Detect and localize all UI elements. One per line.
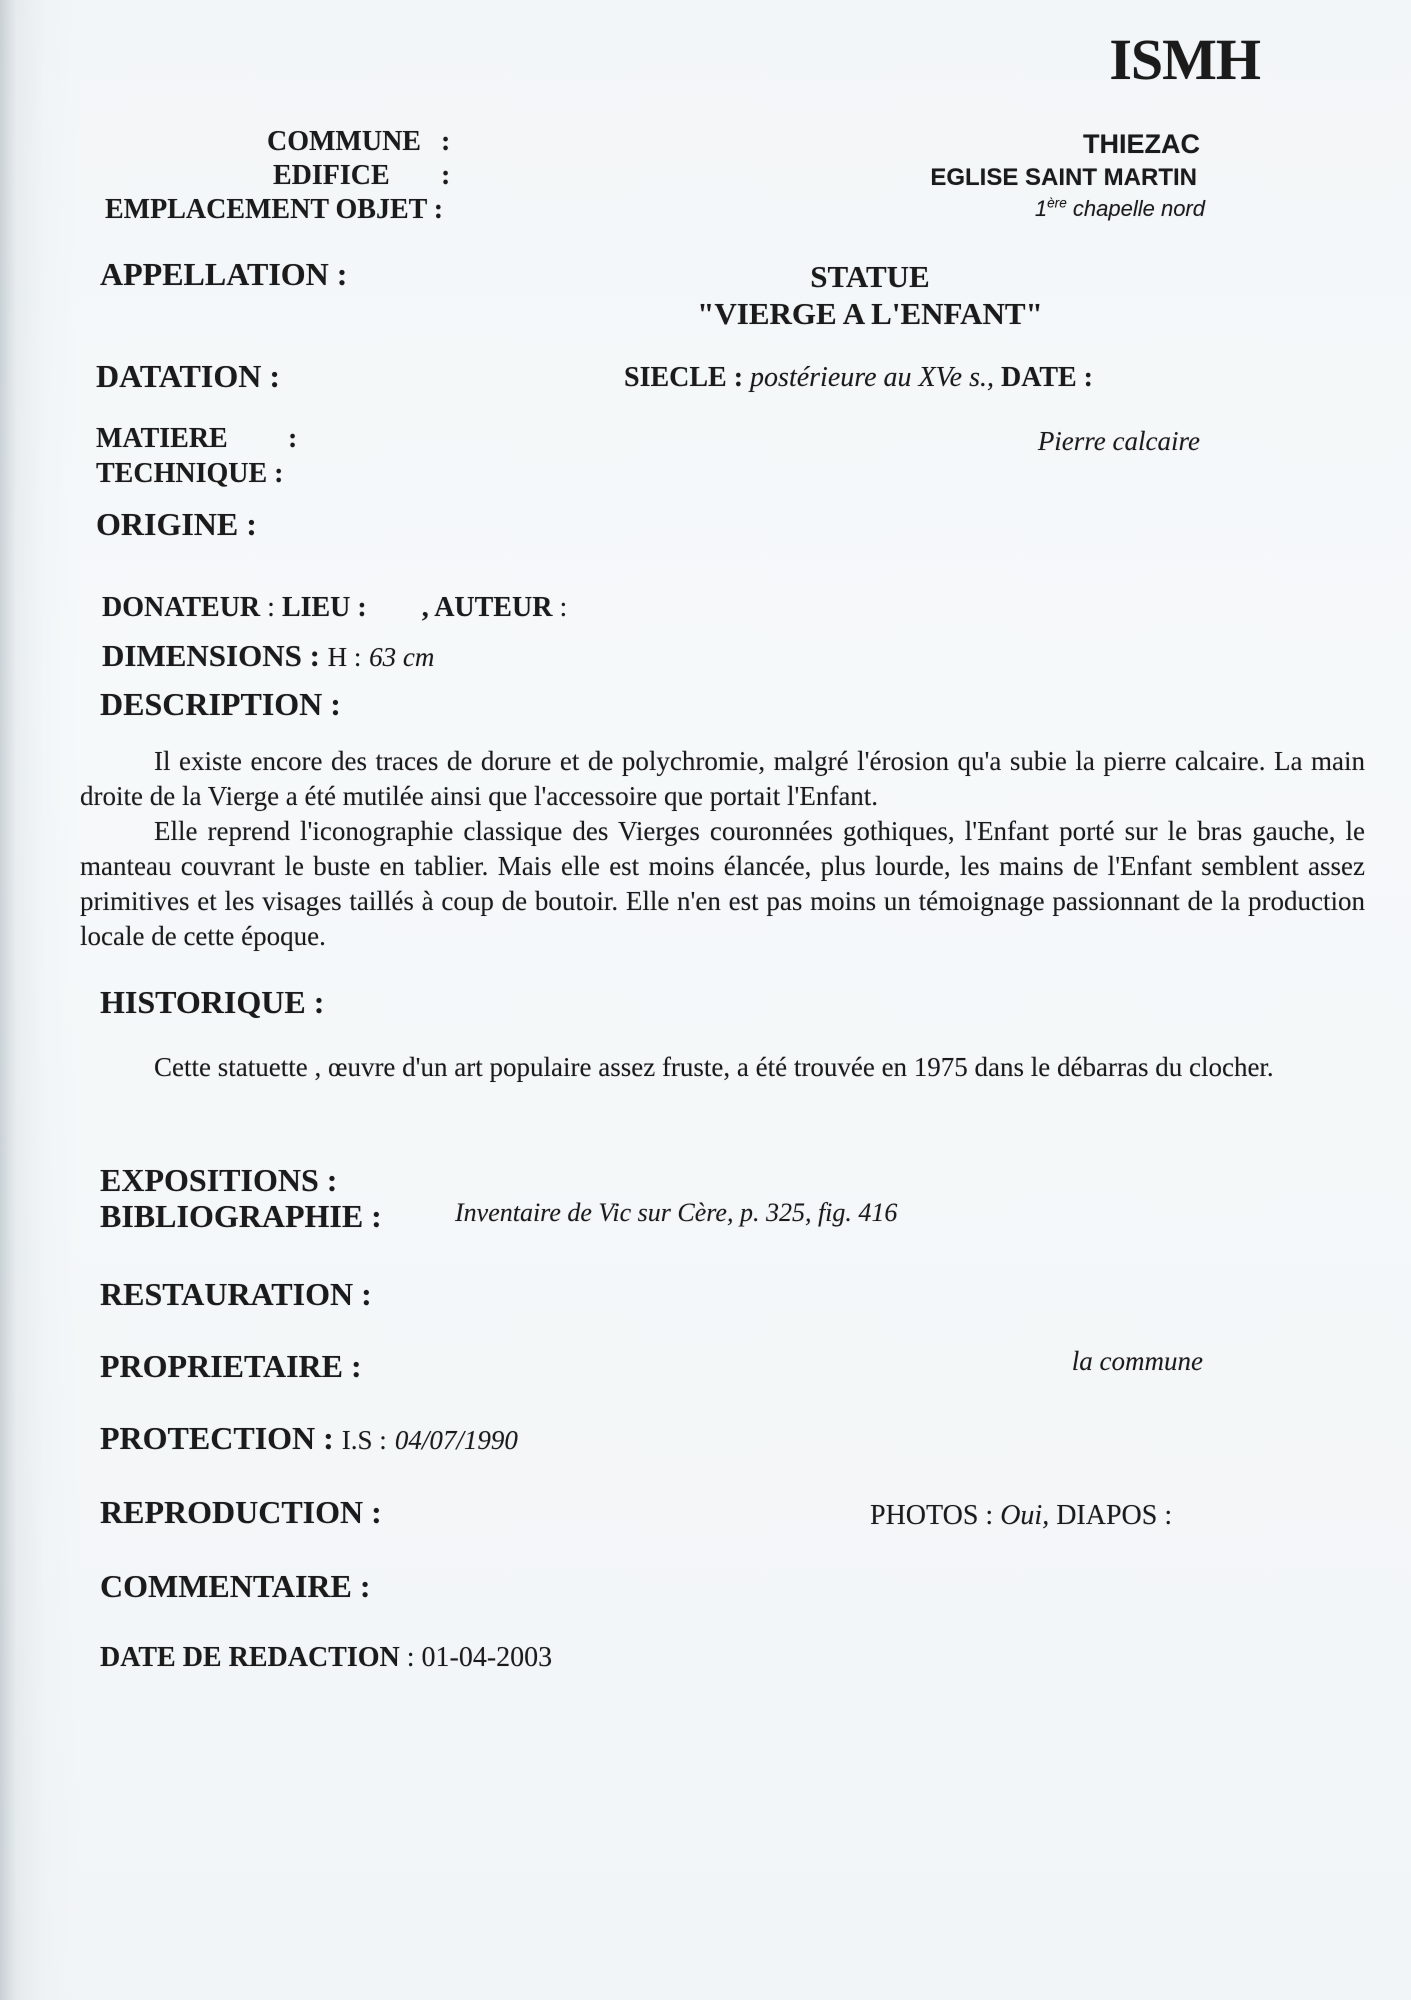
- bibliographie-value: Inventaire de Vic sur Cère, p. 325, fig. 416: [455, 1198, 898, 1227]
- height-label: H :: [327, 642, 362, 672]
- proprietaire-value: la commune: [1071, 1346, 1203, 1376]
- diapos-label: DIAPOS :: [1056, 1500, 1173, 1531]
- edifice-label: EDIFICE: [273, 160, 390, 191]
- ismh-logo: ISMH: [1109, 27, 1260, 92]
- description-label: DESCRIPTION :: [100, 686, 341, 722]
- protection-line: [100, 1420, 518, 1457]
- commune-value: THIEZAC: [1083, 129, 1200, 159]
- technique-label: TECHNIQUE :: [96, 458, 284, 489]
- historique-text: [80, 1050, 1365, 1085]
- emplacement-sup: ère: [1047, 195, 1067, 211]
- expositions-label: EXPOSITIONS :: [100, 1162, 338, 1198]
- auteur-colon: :: [559, 592, 568, 623]
- reproduction-label: REPRODUCTION :: [100, 1494, 382, 1530]
- date-label: DATE :: [1000, 362, 1094, 393]
- commentaire-label: COMMENTAIRE :: [100, 1568, 371, 1604]
- height-value: 63 cm: [369, 642, 435, 672]
- description-text: [80, 744, 1365, 954]
- origine-label: ORIGINE :: [96, 506, 257, 542]
- commune-colon: :: [441, 126, 451, 157]
- matiere-colon: :: [288, 423, 298, 454]
- redaction-label: DATE DE REDACTION: [100, 1642, 400, 1673]
- historique-label: HISTORIQUE :: [100, 984, 325, 1020]
- historique-paragraph: Cette statuette , œuvre d'un art populaire assez fruste, a été trouvée en 1975 dans le débarras du clocher.: [154, 1052, 1274, 1082]
- description-paragraph-1: Il existe encore des traces de dorure et de polychromie, malgré l'érosion qu'a subie la pierre calcaire. La main droite de la Vierge a été mutilée ainsi que l'accessoire que portait l'Enfant.: [80, 746, 1365, 811]
- redaction-value: : 01-04-2003: [406, 1642, 553, 1673]
- dimensions-line: [102, 638, 434, 674]
- donateur-colon: :: [267, 592, 275, 623]
- edifice-value: EGLISE SAINT MARTIN: [930, 164, 1197, 191]
- matiere-label: MATIERE: [96, 423, 228, 454]
- siecle-value: postérieure au XVe s.,: [750, 362, 994, 393]
- emplacement-rest: chapelle nord: [1066, 196, 1205, 221]
- photos-value: Oui,: [1000, 1500, 1050, 1531]
- matiere-value: Pierre calcaire: [1037, 426, 1200, 456]
- protection-label: PROTECTION :: [100, 1420, 334, 1456]
- emplacement-objet-label: EMPLACEMENT OBJET :: [105, 194, 444, 225]
- protection-is-value: 04/07/1990: [394, 1425, 518, 1455]
- photos-label: PHOTOS :: [870, 1500, 994, 1531]
- lieu-label: LIEU :: [281, 592, 367, 623]
- commune-label: COMMUNE: [267, 126, 421, 157]
- protection-is-label: I.S :: [341, 1425, 387, 1455]
- siecle-label: SIECLE :: [624, 362, 744, 393]
- emplacement-objet-value: [1035, 196, 1205, 222]
- donateur-label: DONATEUR: [102, 592, 261, 623]
- donateur-line: [102, 592, 567, 624]
- emplacement-num: 1: [1034, 196, 1048, 221]
- description-paragraph-2: Elle reprend l'iconographie classique des Vierges couronnées gothiques, l'Enfant porté sur le bras gauche, le manteau couvrant le buste en tablier. Mais elle est moins élancée, plus lourde, les mains de l'Enfant semblent assez primitives et les visages taillés à coup de boutoir. Elle n'en est pas moins un témoignage passionnant de la production locale de cette époque.: [80, 816, 1365, 951]
- appellation-value: [630, 258, 1110, 332]
- appellation-value-line1: STATUE: [810, 259, 930, 294]
- appellation-label: APPELLATION :: [100, 256, 348, 292]
- photos-line: [870, 1500, 1172, 1532]
- appellation-value-line2: "VIERGE A L'ENFANT": [697, 296, 1043, 331]
- edifice-colon: :: [441, 160, 451, 191]
- auteur-label: , AUTEUR: [421, 592, 553, 623]
- redaction-line: [100, 1642, 552, 1674]
- datation-label: DATATION :: [96, 358, 280, 394]
- dimensions-label: DIMENSIONS :: [102, 638, 320, 673]
- bibliographie-label: BIBLIOGRAPHIE :: [100, 1198, 382, 1234]
- datation-value: [624, 362, 1093, 394]
- restauration-label: RESTAURATION :: [100, 1276, 372, 1312]
- proprietaire-label: PROPRIETAIRE :: [100, 1348, 362, 1384]
